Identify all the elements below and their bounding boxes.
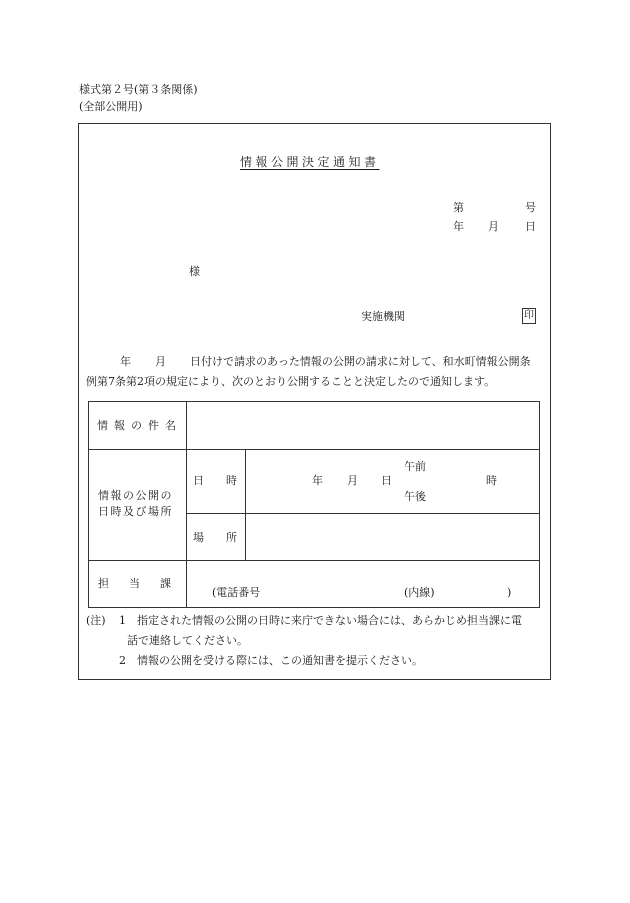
table-row-divider [186,513,539,514]
body-month: 月 [155,355,166,368]
subject-label: 情報の件名 [97,419,182,432]
note-1-line-1: 指定された情報の公開の日時に来庁できない場合には、あらかじめ担当課に電 [137,614,522,627]
schedule-label-line-2: 日時及び場所 [98,505,173,518]
schedule-day: 日 [381,474,392,487]
body-line-2: 例第7条第2項の規定により、次のとおり公開することと決定したので通知します。 [86,375,496,388]
body-line-1: 日付けで請求のあった情報の公開の請求に対して、和水町情報公開条 [190,355,531,368]
note-1-line-2: 話で連絡してください。 [127,634,248,647]
agency-label: 実施機関 [361,310,405,323]
schedule-label-line-1: 情報の公開の [98,489,173,502]
phone-label: (電話番号 [212,586,261,599]
number-prefix: 第 [453,201,464,214]
place-label: 場 所 [193,531,237,544]
note-2-number: 2 [119,654,126,667]
schedule-year: 年 [312,474,323,487]
am-label: 午前 [404,460,426,473]
datetime-label: 日 時 [193,474,237,487]
form-number: 様式第２号(第３条関係) [79,83,198,96]
addressee-suffix: 様 [189,265,200,278]
body-year: 年 [120,355,131,368]
close-paren: ) [507,586,512,599]
note-1-number: 1 [119,614,126,627]
contact-label: 担当課 [98,577,191,590]
table-column-divider [245,449,246,560]
extension-label: (内線) [404,586,435,599]
number-suffix: 号 [525,201,536,214]
table-row-divider [89,449,539,450]
pm-label: 午後 [404,490,426,503]
hour-label: 時 [486,474,497,487]
note-2-text: 情報の公開を受ける際には、この通知書を提示ください。 [137,654,423,667]
document-title: 情報公開決定通知書 [240,155,380,169]
date-year: 年 [453,220,464,233]
notes-prefix: (注) [86,614,106,627]
date-day: 日 [525,220,536,233]
date-month: 月 [488,220,499,233]
schedule-month: 月 [347,474,358,487]
info-table [88,401,540,608]
table-row-divider [89,560,539,561]
usage-note: (全部公開用) [79,100,143,113]
seal-mark: 印 [522,308,536,324]
